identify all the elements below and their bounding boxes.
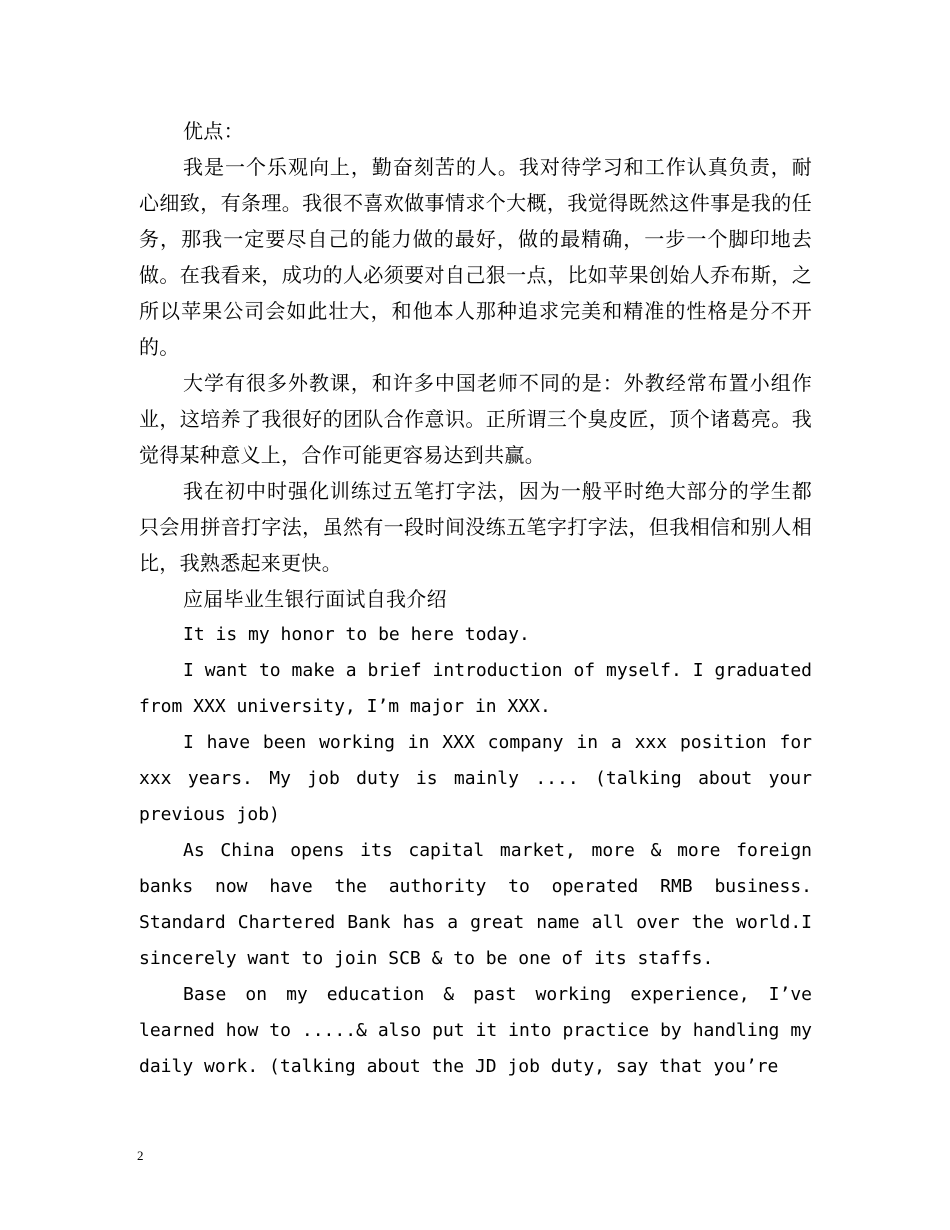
paragraph-skills: Base on my education & past working experience, I’ve learned how to .....& also put it into practice by handling my daily work. (talking about the JD job duty, say that you’re: [139, 984, 812, 1077]
paragraph-honor: It is my honor to be here today.: [183, 624, 530, 645]
paragraph-teamwork: 大学有很多外教课，和许多中国老师不同的是：外教经常布置小组作业，这培养了我很好的团队合作意识。正所谓三个臭皮匠，顶个诸葛亮。我觉得某种意义上，合作可能更容易达到共赢。: [139, 371, 812, 467]
paragraph-personality: 我是一个乐观向上，勤奋刻苦的人。我对待学习和工作认真负责，耐心细致，有条理。我很不喜欢做事情求个大概，我觉得既然这件事是我的任务，那我一定要尽自己的能力做的最好，做的最精确，一步一个脚印地去做。在我看来，成功的人必须要对自己狠一点，比如苹果创始人乔布斯，之所以苹果公司会如此壮大，和他本人那种追求完美和精准的性格是分不开的。: [139, 155, 812, 359]
paragraph-introduction: I want to make a brief introduction of myself. I graduated from XXX university, I’m major in XXX.: [139, 660, 812, 717]
page-number: 2: [137, 1148, 144, 1163]
paragraph-bank-motivation: As China opens its capital market, more & more foreign banks now have the authority to operated RMB business. Standard Chartered Bank has a great name all over the world.I sincerely want to join SCB & to be one of its staffs.: [139, 840, 812, 969]
section-heading-interview: 应届毕业生银行面试自我介绍: [183, 587, 447, 611]
paragraph-typing-skill: 我在初中时强化训练过五笔打字法，因为一般平时绝大部分的学生都只会用拼音打字法，虽然有一段时间没练五笔字打字法，但我相信和别人相比，我熟悉起来更快。: [139, 479, 812, 575]
document-body: [139, 113, 812, 1085]
section-heading-strengths: 优点：: [183, 119, 244, 143]
paragraph-work-experience: I have been working in XXX company in a xxx position for xxx years. My job duty is mainly .... (talking about your previous job): [139, 732, 812, 825]
